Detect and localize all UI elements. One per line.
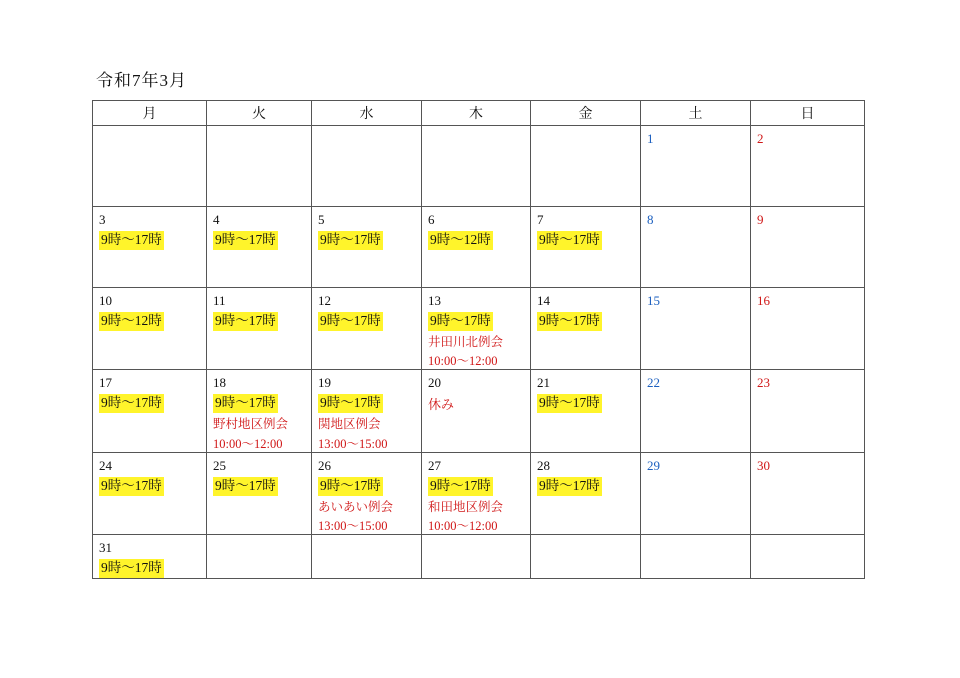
calendar-day-cell bbox=[751, 370, 865, 452]
calendar-empty-cell bbox=[531, 126, 641, 207]
day-number: 26 bbox=[318, 457, 331, 473]
event-time: 10:00〜12:00 bbox=[213, 436, 283, 451]
calendar-empty-cell bbox=[422, 535, 531, 579]
calendar-day-cell bbox=[207, 288, 312, 370]
weekday-header-土: 土 bbox=[641, 101, 751, 126]
event-name: 野村地区例会 bbox=[213, 417, 289, 432]
event-time: 13:00〜15:00 bbox=[318, 436, 388, 451]
calendar-day-cell bbox=[751, 126, 865, 207]
weekday-header-木: 木 bbox=[422, 101, 531, 126]
day-number: 27 bbox=[428, 457, 441, 473]
calendar-day-cell bbox=[312, 207, 422, 288]
business-hours: 9時〜12時 bbox=[99, 312, 164, 331]
day-number: 30 bbox=[757, 457, 770, 473]
business-hours: 9時〜17時 bbox=[213, 477, 278, 496]
day-number: 14 bbox=[537, 293, 550, 308]
day-number: 22 bbox=[647, 375, 660, 391]
day-number: 18 bbox=[213, 375, 226, 391]
day-number: 28 bbox=[537, 457, 550, 473]
calendar-day-cell bbox=[422, 370, 531, 452]
day-number: 6 bbox=[428, 212, 435, 227]
calendar-day-cell bbox=[207, 207, 312, 288]
calendar-empty-cell bbox=[207, 126, 312, 207]
calendar-day-cell bbox=[93, 535, 207, 579]
calendar-day-cell bbox=[93, 370, 207, 452]
event-time: 10:00〜12:00 bbox=[428, 518, 498, 533]
day-number: 31 bbox=[99, 540, 112, 556]
day-number: 25 bbox=[213, 457, 226, 473]
calendar-week-row bbox=[93, 535, 865, 579]
business-hours: 9時〜17時 bbox=[318, 312, 383, 331]
calendar-day-cell bbox=[93, 288, 207, 370]
business-hours: 9時〜17時 bbox=[318, 394, 383, 413]
calendar-week-row bbox=[93, 452, 865, 534]
event-time: 10:00〜12:00 bbox=[428, 354, 498, 369]
day-number: 3 bbox=[99, 212, 106, 227]
day-number: 1 bbox=[647, 131, 654, 146]
event-name: 井田川北例会 bbox=[428, 334, 504, 349]
business-hours: 9時〜12時 bbox=[428, 231, 493, 250]
day-number: 23 bbox=[757, 375, 770, 391]
day-number: 13 bbox=[428, 293, 441, 308]
calendar-day-cell bbox=[641, 452, 751, 534]
business-hours: 9時〜17時 bbox=[428, 477, 493, 496]
business-hours: 9時〜17時 bbox=[318, 477, 383, 496]
calendar-day-cell bbox=[422, 207, 531, 288]
calendar-empty-cell bbox=[641, 535, 751, 579]
calendar-week-row bbox=[93, 288, 865, 370]
day-number: 11 bbox=[213, 293, 226, 308]
business-hours: 9時〜17時 bbox=[99, 559, 164, 578]
calendar-week-row bbox=[93, 207, 865, 288]
business-hours: 9時〜17時 bbox=[428, 312, 493, 331]
business-hours: 9時〜17時 bbox=[213, 394, 278, 413]
event-time: 13:00〜15:00 bbox=[318, 518, 388, 533]
business-hours: 9時〜17時 bbox=[537, 231, 602, 250]
calendar-day-cell bbox=[93, 452, 207, 534]
calendar-day-cell bbox=[422, 452, 531, 534]
closed-note: 休み bbox=[428, 397, 455, 413]
business-hours: 9時〜17時 bbox=[99, 394, 164, 413]
event-name: あいあい例会 bbox=[318, 499, 394, 514]
day-number: 7 bbox=[537, 212, 544, 227]
calendar-empty-cell bbox=[207, 535, 312, 579]
calendar-day-cell bbox=[641, 207, 751, 288]
day-number: 5 bbox=[318, 212, 325, 227]
calendar-empty-cell bbox=[312, 126, 422, 207]
calendar-day-cell bbox=[531, 370, 641, 452]
day-number: 20 bbox=[428, 375, 441, 391]
weekday-header-水: 水 bbox=[312, 101, 422, 126]
calendar-day-cell bbox=[312, 370, 422, 452]
calendar-week-row bbox=[93, 126, 865, 207]
day-number: 2 bbox=[757, 131, 764, 146]
calendar-empty-cell bbox=[312, 535, 422, 579]
day-number: 15 bbox=[647, 293, 660, 308]
calendar-header-row bbox=[93, 101, 865, 126]
day-number: 16 bbox=[757, 293, 770, 308]
day-number: 19 bbox=[318, 375, 331, 391]
calendar-empty-cell bbox=[751, 535, 865, 579]
business-hours: 9時〜17時 bbox=[318, 231, 383, 250]
calendar-day-cell bbox=[751, 288, 865, 370]
day-number: 12 bbox=[318, 293, 331, 308]
calendar-day-cell bbox=[93, 207, 207, 288]
business-hours: 9時〜17時 bbox=[537, 312, 602, 331]
day-number: 29 bbox=[647, 457, 660, 473]
weekday-header-金: 金 bbox=[531, 101, 641, 126]
business-hours: 9時〜17時 bbox=[537, 477, 602, 496]
day-number: 17 bbox=[99, 375, 112, 391]
calendar-day-cell bbox=[312, 288, 422, 370]
calendar-day-cell bbox=[751, 207, 865, 288]
day-number: 21 bbox=[537, 375, 550, 391]
calendar-day-cell bbox=[751, 452, 865, 534]
event-name: 関地区例会 bbox=[318, 417, 381, 432]
calendar-day-cell bbox=[531, 207, 641, 288]
weekday-header-月: 月 bbox=[93, 101, 207, 126]
calendar-day-cell bbox=[641, 370, 751, 452]
calendar-day-cell bbox=[312, 452, 422, 534]
business-hours: 9時〜17時 bbox=[99, 477, 164, 496]
calendar-table bbox=[92, 100, 865, 579]
day-number: 4 bbox=[213, 212, 220, 227]
calendar-empty-cell bbox=[531, 535, 641, 579]
day-number: 10 bbox=[99, 293, 112, 308]
business-hours: 9時〜17時 bbox=[213, 231, 278, 250]
day-number: 9 bbox=[757, 212, 764, 227]
business-hours: 9時〜17時 bbox=[99, 231, 164, 250]
weekday-header-火: 火 bbox=[207, 101, 312, 126]
business-hours: 9時〜17時 bbox=[213, 312, 278, 331]
calendar-day-cell bbox=[641, 288, 751, 370]
calendar-week-row bbox=[93, 370, 865, 452]
calendar-day-cell bbox=[531, 288, 641, 370]
calendar-empty-cell bbox=[93, 126, 207, 207]
calendar-day-cell bbox=[531, 452, 641, 534]
calendar-day-cell bbox=[422, 288, 531, 370]
calendar-day-cell bbox=[207, 452, 312, 534]
event-name: 和田地区例会 bbox=[428, 499, 504, 514]
day-number: 8 bbox=[647, 212, 654, 227]
page-title: 令和7年3月 bbox=[96, 71, 187, 90]
calendar-day-cell bbox=[207, 370, 312, 452]
day-number: 24 bbox=[99, 457, 112, 473]
business-hours: 9時〜17時 bbox=[537, 394, 602, 413]
calendar-empty-cell bbox=[422, 126, 531, 207]
weekday-header-日: 日 bbox=[751, 101, 865, 126]
calendar-day-cell bbox=[641, 126, 751, 207]
